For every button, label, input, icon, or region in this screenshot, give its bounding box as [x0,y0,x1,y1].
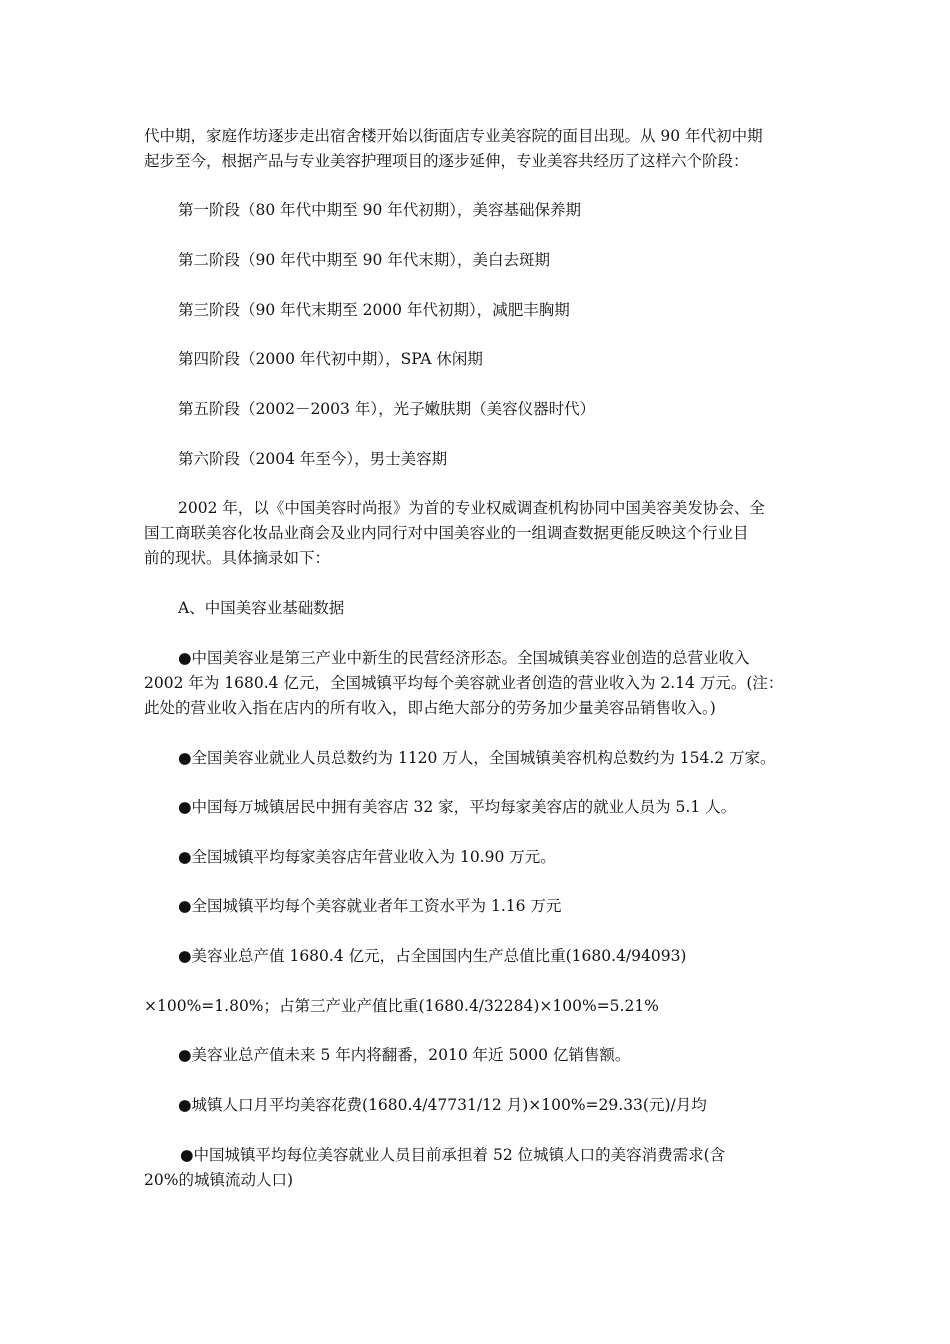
text-line: 前的现状。具体摘录如下： [144,549,331,567]
text-line: 起步至今，根据产品与专业美容护理项目的逐步延伸，专业美容共经历了这样六个阶段： [144,152,749,170]
stage-3: 第三阶段（90 年代末期至 2000 年代初期），减肥丰胸期 [178,301,570,319]
stage-6: 第六阶段（2004 年至今），男士美容期 [178,450,448,468]
text-line: 此处的营业收入指在店内的所有收入，即占绝大部分的劳务加少量美容品销售收入。) [144,699,716,717]
text-line: 2002 年，以《中国美容时尚报》为首的专业权威调查机构协同中国美容美发协会、全 [178,499,765,517]
stage-1: 第一阶段（80 年代中期至 90 年代初期），美容基础保养期 [178,201,581,219]
bullet-employment: ●全国美容业就业人员总数约为 1120 万人，全国城镇美容机构总数约为 154.2 万家。 [178,749,776,767]
text-line: 2002 年为 1680.4 亿元，全国城镇平均每个美容就业者创造的营业收入为 2.14 万元。(注： [144,674,784,692]
bullet-wage: ●全国城镇平均每个美容就业者年工资水平为 1.16 万元 [178,897,562,915]
text-line: 国工商联美容化妆品业商会及业内同行对中国美容业的一组调查数据更能反映这个行业目 [144,524,749,542]
bullet-revenue [144,646,816,721]
text-line: 代中期，家庭作坊逐步走出宿舍楼开始以街面店专业美容院的面目出现。从 90 年代初中期 [144,127,763,145]
stage-2: 第二阶段（90 年代中期至 90 年代末期），美白去斑期 [178,251,550,269]
bullet-store-revenue: ●全国城镇平均每家美容店年营业收入为 10.90 万元。 [178,848,556,866]
stage-4: 第四阶段（2000 年代初中期），SPA 休闲期 [178,350,483,368]
bullet-monthly-spend: ●城镇人口月平均美容花费(1680.4/47731/12 月)×100%=29.33(元)/月均 [178,1096,707,1114]
intro-paragraph [144,124,816,174]
survey-paragraph [144,496,816,571]
bullet-demand [144,1143,816,1193]
text-line: 20%的城镇流动人口) [144,1171,293,1189]
text-line: ●中国城镇平均每位美容就业人员目前承担着 52 位城镇人口的美容消费需求(含 [180,1146,726,1164]
text-line: ●中国美容业是第三产业中新生的民营经济形态。全国城镇美容业创造的总营业收入 [178,649,750,667]
stage-5: 第五阶段（2002－2003 年），光子嫩肤期（美容仪器时代） [178,400,596,418]
bullet-store-density: ●中国每万城镇居民中拥有美容店 32 家，平均每家美容店的就业人员为 5.1 人。 [178,798,737,816]
section-a-title: A、中国美容业基础数据 [178,599,345,617]
bullet-output-value-cont: ×100%=1.80%；占第三产业产值比重(1680.4/32284)×100%=5.21% [144,997,659,1015]
bullet-output-value: ●美容业总产值 1680.4 亿元，占全国国内生产总值比重(1680.4/94093) [178,947,687,965]
bullet-growth: ●美容业总产值未来 5 年内将翻番，2010 年近 5000 亿销售额。 [178,1046,631,1064]
